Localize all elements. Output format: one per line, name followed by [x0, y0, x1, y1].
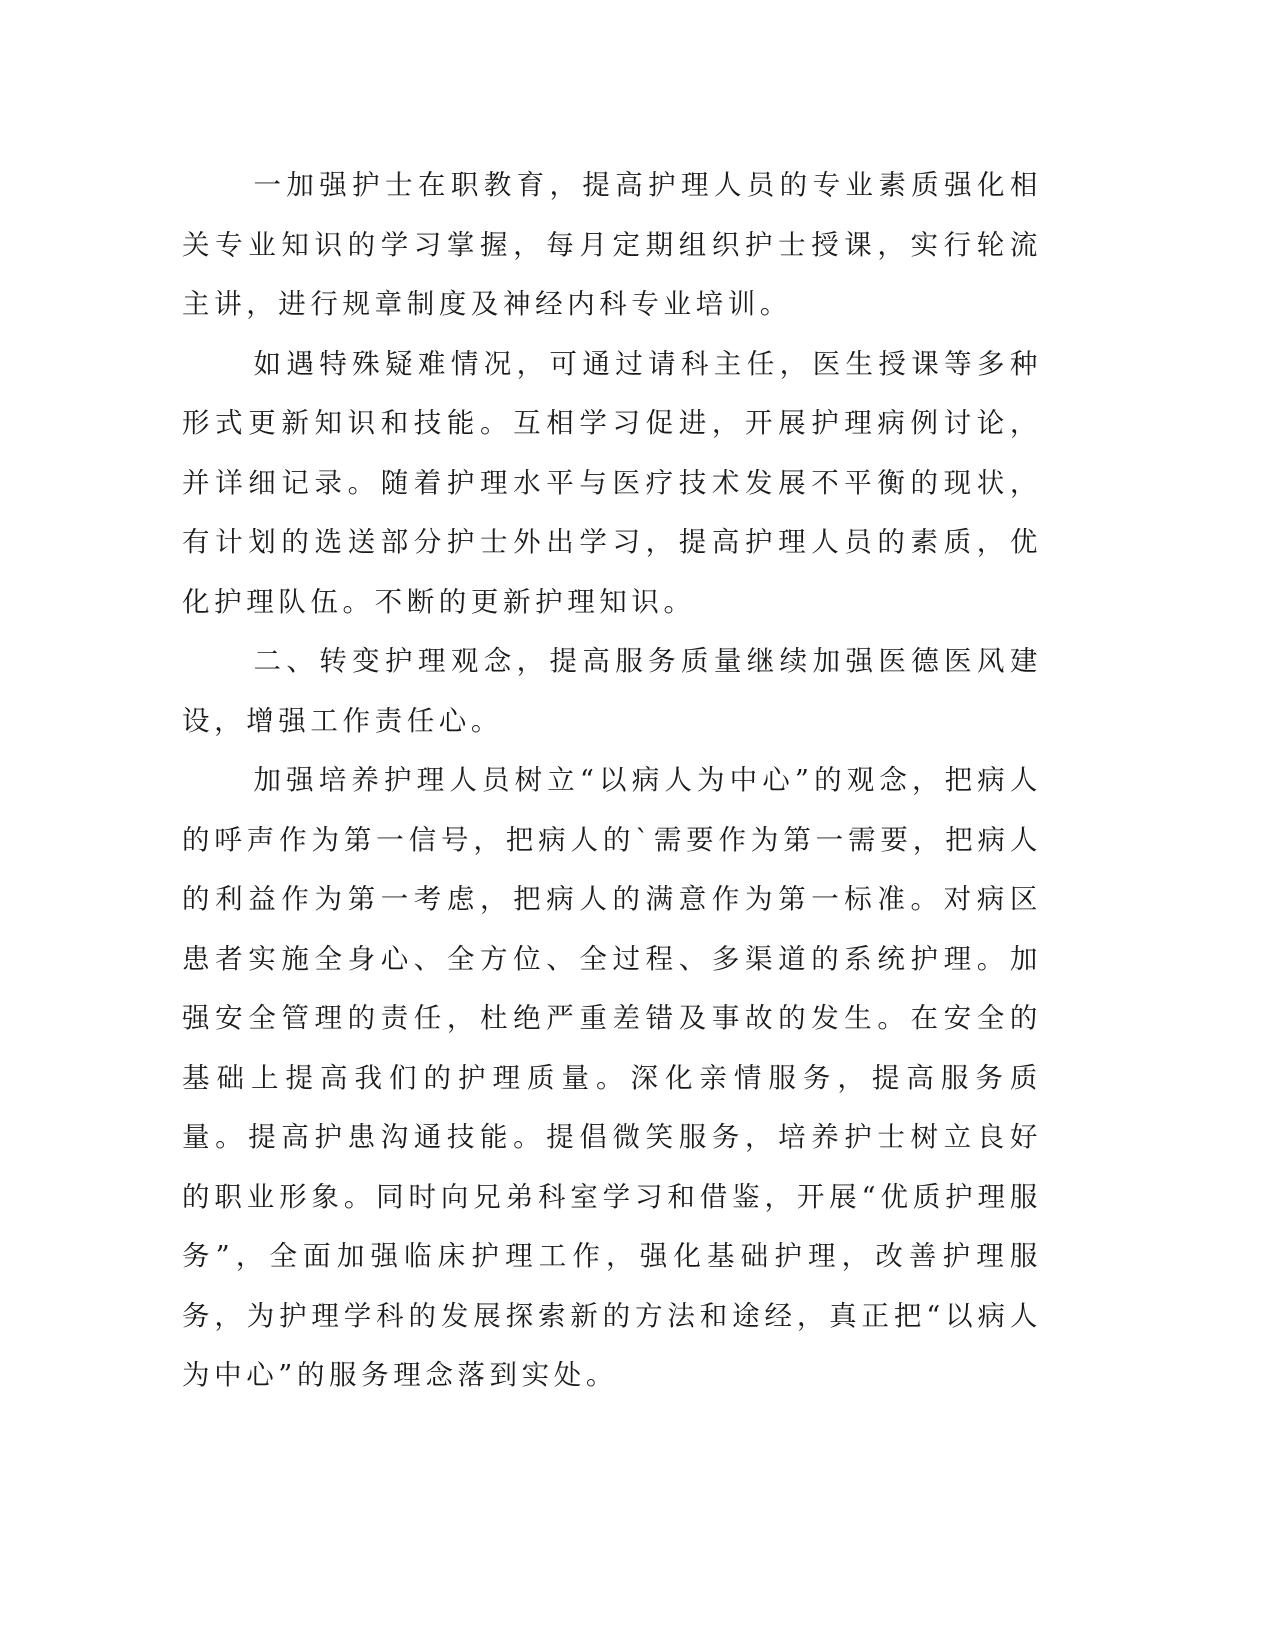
paragraph-3: 二、转变护理观念，提高服务质量继续加强医德医风建设，增强工作责任心。 — [182, 645, 1042, 737]
document-body — [182, 156, 1042, 1406]
paragraph-1: 一加强护士在职教育，提高护理人员的专业素质强化相关专业知识的学习掌握，每月定期组织护士授课，实行轮流主讲，进行规章制度及神经内科专业培训。 — [182, 169, 1042, 320]
paragraph-4: 加强培养护理人员树立“以病人为中心”的观念，把病人的呼声作为第一信号，把病人的`需要作为第一需要，把病人的利益作为第一考虑，把病人的满意作为第一标准。对病区患者实施全身心、全方位、全过程、多渠道的系统护理。加强安全管理的责任，杜绝严重差错及事故的发生。在安全的基础上提高我们的护理质量。深化亲情服务，提高服务质量。提高护患沟通技能。提倡微笑服务，培养护士树立良好的职业形象。同时向兄弟科室学习和借鉴，开展“优质护理服务”，全面加强临床护理工作，强化基础护理，改善护理服务，为护理学科的发展探索新的方法和途经，真正把“以病人为中心”的服务理念落到实处。 — [182, 764, 1042, 1391]
paragraph-2: 如遇特殊疑难情况，可通过请科主任，医生授课等多种形式更新知识和技能。互相学习促进，开展护理病例讨论，并详细记录。随着护理水平与医疗技术发展不平衡的现状，有计划的选送部分护士外出学习，提高护理人员的素质，优化护理队伍。不断的更新护理知识。 — [182, 347, 1042, 618]
